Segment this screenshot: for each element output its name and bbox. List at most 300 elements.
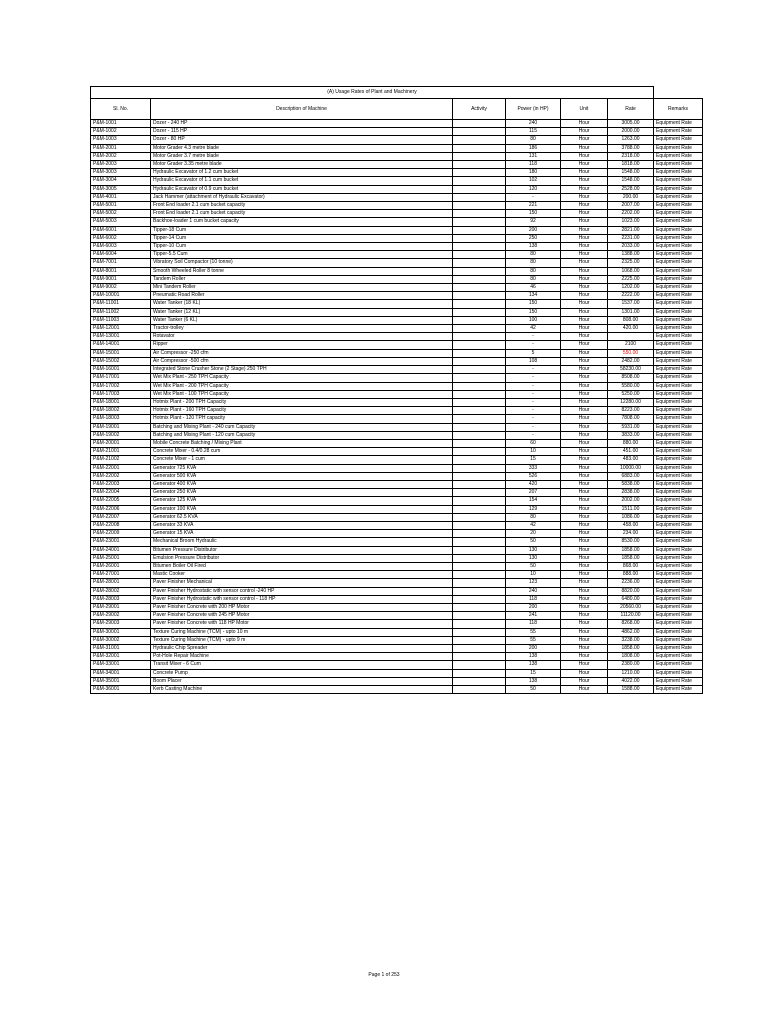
cell-remarks: Equipment Rate <box>654 349 703 357</box>
cell-remarks: Equipment Rate <box>654 407 703 415</box>
cell-sl-no: P&M-21002 <box>91 456 151 464</box>
cell-activity <box>453 653 506 661</box>
cell-rate: 868.00 <box>608 562 654 570</box>
cell-rate: 2225.00 <box>608 275 654 283</box>
cell-description: Paver Finisher Concrete with 200 HP Motor <box>151 603 453 611</box>
cell-remarks: Equipment Rate <box>654 554 703 562</box>
cell-remarks: Equipment Rate <box>654 489 703 497</box>
cell-description: Paver Finisher Concrete with 245 HP Motor <box>151 612 453 620</box>
cell-remarks: Equipment Rate <box>654 382 703 390</box>
cell-power: 60 <box>506 439 561 447</box>
cell-remarks: Equipment Rate <box>654 357 703 365</box>
table-row <box>91 210 703 218</box>
cell-description: Motor Grader 4.3 metre blade <box>151 144 453 152</box>
cell-activity <box>453 636 506 644</box>
cell-description: Concrete Mixer - 1 cum <box>151 456 453 464</box>
table-row <box>91 177 703 185</box>
cell-rate: 458.00 <box>608 521 654 529</box>
cell-sl-no: P&M-28002 <box>91 587 151 595</box>
cell-activity <box>453 595 506 603</box>
table-row <box>91 366 703 374</box>
cell-power: 333 <box>506 464 561 472</box>
cell-unit: Hour <box>561 234 608 242</box>
cell-unit: Hour <box>561 357 608 365</box>
cell-sl-no: P&M-30001 <box>91 628 151 636</box>
cell-sl-no: P&M-17003 <box>91 390 151 398</box>
cell-unit: Hour <box>561 636 608 644</box>
table-row <box>91 521 703 529</box>
cell-unit: Hour <box>561 448 608 456</box>
cell-remarks: Equipment Rate <box>654 620 703 628</box>
cell-power: 20 <box>506 530 561 538</box>
cell-activity <box>453 275 506 283</box>
cell-sl-no: P&M-2002 <box>91 152 151 160</box>
header-power: Power (in HP) <box>506 99 561 120</box>
cell-rate <box>608 333 654 341</box>
cell-activity <box>453 521 506 529</box>
cell-sl-no: P&M-9001 <box>91 275 151 283</box>
cell-unit: Hour <box>561 407 608 415</box>
cell-power: 150 <box>506 300 561 308</box>
cell-unit: Hour <box>561 341 608 349</box>
cell-description: Generator 15 KVA <box>151 530 453 538</box>
cell-unit: Hour <box>561 439 608 447</box>
table-row <box>91 382 703 390</box>
header-description: Description of Machine <box>151 99 453 120</box>
cell-sl-no: P&M-7001 <box>91 259 151 267</box>
header-unit: Unit <box>561 99 608 120</box>
cell-sl-no: P&M-24001 <box>91 546 151 554</box>
cell-activity <box>453 210 506 218</box>
cell-description: Generator 400 KVA <box>151 480 453 488</box>
cell-description: Ripper <box>151 341 453 349</box>
cell-sl-no: P&M-22004 <box>91 489 151 497</box>
cell-remarks: Equipment Rate <box>654 571 703 579</box>
table-row <box>91 243 703 251</box>
cell-remarks: Equipment Rate <box>654 472 703 480</box>
cell-description: Water Tanker (6 KL) <box>151 316 453 324</box>
cell-unit: Hour <box>561 628 608 636</box>
cell-unit: Hour <box>561 398 608 406</box>
cell-power: 92 <box>506 218 561 226</box>
cell-description: Hotmix Plant - 160 TPH Capacity <box>151 407 453 415</box>
cell-sl-no: P&M-18002 <box>91 407 151 415</box>
cell-activity <box>453 628 506 636</box>
cell-sl-no: P&M-32001 <box>91 653 151 661</box>
cell-unit: Hour <box>561 144 608 152</box>
cell-unit: Hour <box>561 595 608 603</box>
cell-remarks: Equipment Rate <box>654 677 703 685</box>
cell-unit: Hour <box>561 366 608 374</box>
table-title: (A) Usage Rates of Plant and Machinery <box>91 87 654 99</box>
cell-sl-no: P&M-10001 <box>91 292 151 300</box>
cell-rate: 5838.00 <box>608 480 654 488</box>
cell-activity <box>453 448 506 456</box>
cell-unit: Hour <box>561 210 608 218</box>
cell-sl-no: P&M-13001 <box>91 333 151 341</box>
cell-description: Hotmix Plant - 200 TPH Capacity <box>151 398 453 406</box>
cell-rate: 1808.00 <box>608 653 654 661</box>
cell-description: Batching and Mixing Plant - 120 cum Capacity <box>151 431 453 439</box>
table-row <box>91 464 703 472</box>
cell-activity <box>453 669 506 677</box>
cell-description: Motor Grader 3.7 metre blade <box>151 152 453 160</box>
cell-sl-no: P&M-5001 <box>91 202 151 210</box>
cell-power: 138 <box>506 653 561 661</box>
cell-power: 134 <box>506 292 561 300</box>
cell-rate: 7808.00 <box>608 415 654 423</box>
table-row <box>91 595 703 603</box>
cell-sl-no: P&M-16001 <box>91 366 151 374</box>
cell-activity <box>453 620 506 628</box>
cell-remarks: Equipment Rate <box>654 177 703 185</box>
cell-rate: 2231.00 <box>608 234 654 242</box>
cell-rate: 2000.00 <box>608 128 654 136</box>
cell-rate: 1068.00 <box>608 267 654 275</box>
cell-rate: 2821.00 <box>608 226 654 234</box>
cell-unit: Hour <box>561 464 608 472</box>
cell-unit: Hour <box>561 554 608 562</box>
cell-rate: 1537.00 <box>608 300 654 308</box>
cell-rate: 2236.00 <box>608 579 654 587</box>
table-row <box>91 513 703 521</box>
cell-rate: 1263.00 <box>608 136 654 144</box>
cell-unit: Hour <box>561 505 608 513</box>
cell-remarks: Equipment Rate <box>654 603 703 611</box>
cell-description: Generator 725 KVA <box>151 464 453 472</box>
cell-activity <box>453 480 506 488</box>
cell-description: Water Tanker (18 KL) <box>151 300 453 308</box>
cell-remarks: Equipment Rate <box>654 505 703 513</box>
cell-remarks: Equipment Rate <box>654 128 703 136</box>
cell-rate: 2033.00 <box>608 243 654 251</box>
cell-remarks: Equipment Rate <box>654 169 703 177</box>
cell-unit: Hour <box>561 571 608 579</box>
cell-sl-no: P&M-11003 <box>91 316 151 324</box>
cell-unit: Hour <box>561 382 608 390</box>
cell-power: 200 <box>506 645 561 653</box>
cell-rate: 420.00 <box>608 325 654 333</box>
table-row <box>91 292 703 300</box>
cell-sl-no: P&M-19001 <box>91 423 151 431</box>
table-row <box>91 423 703 431</box>
cell-description: Rotavator <box>151 333 453 341</box>
cell-power: - <box>506 423 561 431</box>
cell-description: Paver Finisher Hydrostatic with sensor control -240 HP <box>151 587 453 595</box>
table-row <box>91 398 703 406</box>
cell-activity <box>453 308 506 316</box>
cell-remarks: Equipment Rate <box>654 226 703 234</box>
cell-power: 80 <box>506 251 561 259</box>
cell-activity <box>453 571 506 579</box>
cell-sl-no: P&M-18003 <box>91 415 151 423</box>
cell-power: 138 <box>506 243 561 251</box>
table-row <box>91 267 703 275</box>
cell-rate: 12280.00 <box>608 398 654 406</box>
cell-unit: Hour <box>561 152 608 160</box>
cell-sl-no: P&M-22002 <box>91 472 151 480</box>
cell-description: Dozer - 115 HP <box>151 128 453 136</box>
table-row <box>91 161 703 169</box>
cell-activity <box>453 243 506 251</box>
cell-sl-no: P&M-2001 <box>91 144 151 152</box>
table-row <box>91 489 703 497</box>
cell-activity <box>453 251 506 259</box>
cell-sl-no: P&M-8001 <box>91 267 151 275</box>
cell-description: Emulsion Pressure Distributor <box>151 554 453 562</box>
cell-rate: 1210.00 <box>608 669 654 677</box>
cell-sl-no: P&M-11001 <box>91 300 151 308</box>
cell-power: - <box>506 374 561 382</box>
cell-rate: 5250.00 <box>608 390 654 398</box>
cell-rate: 1818.00 <box>608 161 654 169</box>
cell-power: 10 <box>506 571 561 579</box>
cell-unit: Hour <box>561 193 608 201</box>
cell-remarks: Equipment Rate <box>654 300 703 308</box>
cell-description: Pneumatic Road Roller <box>151 292 453 300</box>
cell-activity <box>453 423 506 431</box>
cell-unit: Hour <box>561 587 608 595</box>
cell-unit: Hour <box>561 374 608 382</box>
cell-rate: 3788.00 <box>608 144 654 152</box>
cell-sl-no: P&M-2003 <box>91 161 151 169</box>
cell-description: Mobile Concrete Batching / Mixing Plant <box>151 439 453 447</box>
cell-sl-no: P&M-17001 <box>91 374 151 382</box>
cell-power: 15 <box>506 456 561 464</box>
cell-activity <box>453 169 506 177</box>
cell-sl-no: P&M-31001 <box>91 645 151 653</box>
cell-activity <box>453 152 506 160</box>
cell-power: 138 <box>506 677 561 685</box>
cell-remarks: Equipment Rate <box>654 497 703 505</box>
cell-activity <box>453 603 506 611</box>
cell-unit: Hour <box>561 185 608 193</box>
cell-remarks: Equipment Rate <box>654 686 703 694</box>
cell-power: 80 <box>506 267 561 275</box>
table-row <box>91 374 703 382</box>
cell-remarks: Equipment Rate <box>654 669 703 677</box>
cell-power: - <box>506 382 561 390</box>
cell-sl-no: P&M-22006 <box>91 505 151 513</box>
cell-activity <box>453 562 506 570</box>
cell-activity <box>453 357 506 365</box>
cell-unit: Hour <box>561 120 608 128</box>
header-row <box>91 99 703 120</box>
cell-remarks: Equipment Rate <box>654 234 703 242</box>
cell-description: Wet Mix Plant - 100 TPH Capacity <box>151 390 453 398</box>
cell-unit: Hour <box>561 456 608 464</box>
cell-unit: Hour <box>561 136 608 144</box>
cell-description: Jack Hammer (attachment of Hydraulic Excavator) <box>151 193 453 201</box>
cell-activity <box>453 349 506 357</box>
table-row <box>91 259 703 267</box>
cell-sl-no: P&M-1002 <box>91 128 151 136</box>
cell-remarks: Equipment Rate <box>654 456 703 464</box>
cell-unit: Hour <box>561 325 608 333</box>
cell-description: Front End loader 2.1 cum bucket capacity <box>151 202 453 210</box>
cell-sl-no: P&M-11002 <box>91 308 151 316</box>
cell-unit: Hour <box>561 620 608 628</box>
cell-power: 55 <box>506 628 561 636</box>
cell-rate: 1588.00 <box>608 686 654 694</box>
cell-unit: Hour <box>561 653 608 661</box>
table-row <box>91 505 703 513</box>
cell-description: Boom Placer <box>151 677 453 685</box>
cell-power: - <box>506 390 561 398</box>
cell-power: 80 <box>506 259 561 267</box>
cell-description: Generator 250 KVA <box>151 489 453 497</box>
cell-description: Smooth Wheeled Roller 8 tonne <box>151 267 453 275</box>
cell-activity <box>453 677 506 685</box>
cell-rate: 234.00 <box>608 530 654 538</box>
cell-remarks: Equipment Rate <box>654 259 703 267</box>
cell-activity <box>453 366 506 374</box>
cell-power: - <box>506 193 561 201</box>
cell-remarks: Equipment Rate <box>654 595 703 603</box>
cell-rate: 8530.00 <box>608 538 654 546</box>
cell-rate: 2222.00 <box>608 292 654 300</box>
cell-sl-no: P&M-29003 <box>91 620 151 628</box>
cell-unit: Hour <box>561 308 608 316</box>
cell-sl-no: P&M-22007 <box>91 513 151 521</box>
cell-rate: 1202.00 <box>608 284 654 292</box>
cell-remarks: Equipment Rate <box>654 562 703 570</box>
cell-description: Mastic Cooker <box>151 571 453 579</box>
cell-activity <box>453 464 506 472</box>
cell-description: Transit Mixer - 6 Cum <box>151 661 453 669</box>
table-row <box>91 562 703 570</box>
cell-description: Bitumen Boiler Oil Fired <box>151 562 453 570</box>
cell-description: Batching and Mixing Plant - 240 cum Capacity <box>151 423 453 431</box>
cell-activity <box>453 259 506 267</box>
cell-activity <box>453 530 506 538</box>
cell-power: 180 <box>506 169 561 177</box>
table-row <box>91 308 703 316</box>
cell-remarks: Equipment Rate <box>654 185 703 193</box>
cell-sl-no: P&M-29001 <box>91 603 151 611</box>
cell-sl-no: P&M-26001 <box>91 562 151 570</box>
cell-rate: 2325.00 <box>608 259 654 267</box>
cell-sl-no: P&M-22003 <box>91 480 151 488</box>
table-row <box>91 587 703 595</box>
cell-activity <box>453 439 506 447</box>
cell-rate: 550.00 <box>608 349 654 357</box>
cell-power: 240 <box>506 120 561 128</box>
cell-unit: Hour <box>561 333 608 341</box>
cell-description: Tipper-14 Cum <box>151 234 453 242</box>
cell-sl-no: P&M-9002 <box>91 284 151 292</box>
cell-remarks: Equipment Rate <box>654 144 703 152</box>
cell-rate: 2528.00 <box>608 185 654 193</box>
table-row <box>91 357 703 365</box>
cell-activity <box>453 193 506 201</box>
cell-description: Generator 100 KVA <box>151 505 453 513</box>
cell-rate: 1858.00 <box>608 554 654 562</box>
cell-activity <box>453 538 506 546</box>
table-row <box>91 686 703 694</box>
table-row <box>91 620 703 628</box>
cell-remarks: Equipment Rate <box>654 398 703 406</box>
cell-description: Kerb Casting Machine <box>151 686 453 694</box>
cell-description: Vibratory Soil Compactor (10 tonne) <box>151 259 453 267</box>
cell-rate: 888.00 <box>608 571 654 579</box>
cell-activity <box>453 226 506 234</box>
cell-power: 115 <box>506 128 561 136</box>
table-row <box>91 333 703 341</box>
cell-activity <box>453 341 506 349</box>
cell-sl-no: P&M-22008 <box>91 521 151 529</box>
cell-unit: Hour <box>561 562 608 570</box>
table-row <box>91 128 703 136</box>
table-row <box>91 431 703 439</box>
cell-description: Hydraulic Excavator of 1.2 cum bucket <box>151 169 453 177</box>
title-row <box>91 87 703 99</box>
cell-power: 80 <box>506 136 561 144</box>
cell-rate: 483.00 <box>608 456 654 464</box>
table-row <box>91 136 703 144</box>
cell-unit: Hour <box>561 489 608 497</box>
cell-unit: Hour <box>561 390 608 398</box>
table-row <box>91 439 703 447</box>
cell-description: Bitumen Pressure Distributor <box>151 546 453 554</box>
table-row <box>91 120 703 128</box>
cell-activity <box>453 267 506 275</box>
cell-power: 42 <box>506 325 561 333</box>
cell-unit: Hour <box>561 275 608 283</box>
cell-activity <box>453 300 506 308</box>
cell-description: Concrete Pump <box>151 669 453 677</box>
cell-remarks: Equipment Rate <box>654 431 703 439</box>
cell-unit: Hour <box>561 603 608 611</box>
cell-power: 50 <box>506 686 561 694</box>
cell-unit: Hour <box>561 415 608 423</box>
cell-activity <box>453 144 506 152</box>
cell-unit: Hour <box>561 284 608 292</box>
cell-rate: 3238.00 <box>608 636 654 644</box>
cell-remarks: Equipment Rate <box>654 292 703 300</box>
cell-description: Concrete Mixer - 0.4/0.28 cum <box>151 448 453 456</box>
cell-unit: Hour <box>561 661 608 669</box>
cell-remarks: Equipment Rate <box>654 546 703 554</box>
cell-sl-no: P&M-34001 <box>91 669 151 677</box>
cell-activity <box>453 234 506 242</box>
table-row <box>91 497 703 505</box>
cell-rate: 8508.00 <box>608 374 654 382</box>
table-row <box>91 603 703 611</box>
table-row <box>91 169 703 177</box>
cell-sl-no: P&M-3005 <box>91 185 151 193</box>
cell-rate: 1301.00 <box>608 308 654 316</box>
cell-sl-no: P&M-14001 <box>91 341 151 349</box>
cell-activity <box>453 546 506 554</box>
cell-power: 221 <box>506 202 561 210</box>
cell-unit: Hour <box>561 530 608 538</box>
cell-activity <box>453 185 506 193</box>
cell-power: - <box>506 366 561 374</box>
cell-remarks: Equipment Rate <box>654 308 703 316</box>
cell-unit: Hour <box>561 218 608 226</box>
cell-rate: 1023.00 <box>608 218 654 226</box>
cell-power: - <box>506 431 561 439</box>
cell-unit: Hour <box>561 161 608 169</box>
cell-unit: Hour <box>561 251 608 259</box>
cell-unit: Hour <box>561 686 608 694</box>
cell-unit: Hour <box>561 128 608 136</box>
cell-power: 129 <box>506 505 561 513</box>
cell-unit: Hour <box>561 316 608 324</box>
cell-rate: 5931.00 <box>608 423 654 431</box>
cell-description: Tandem Roller <box>151 275 453 283</box>
